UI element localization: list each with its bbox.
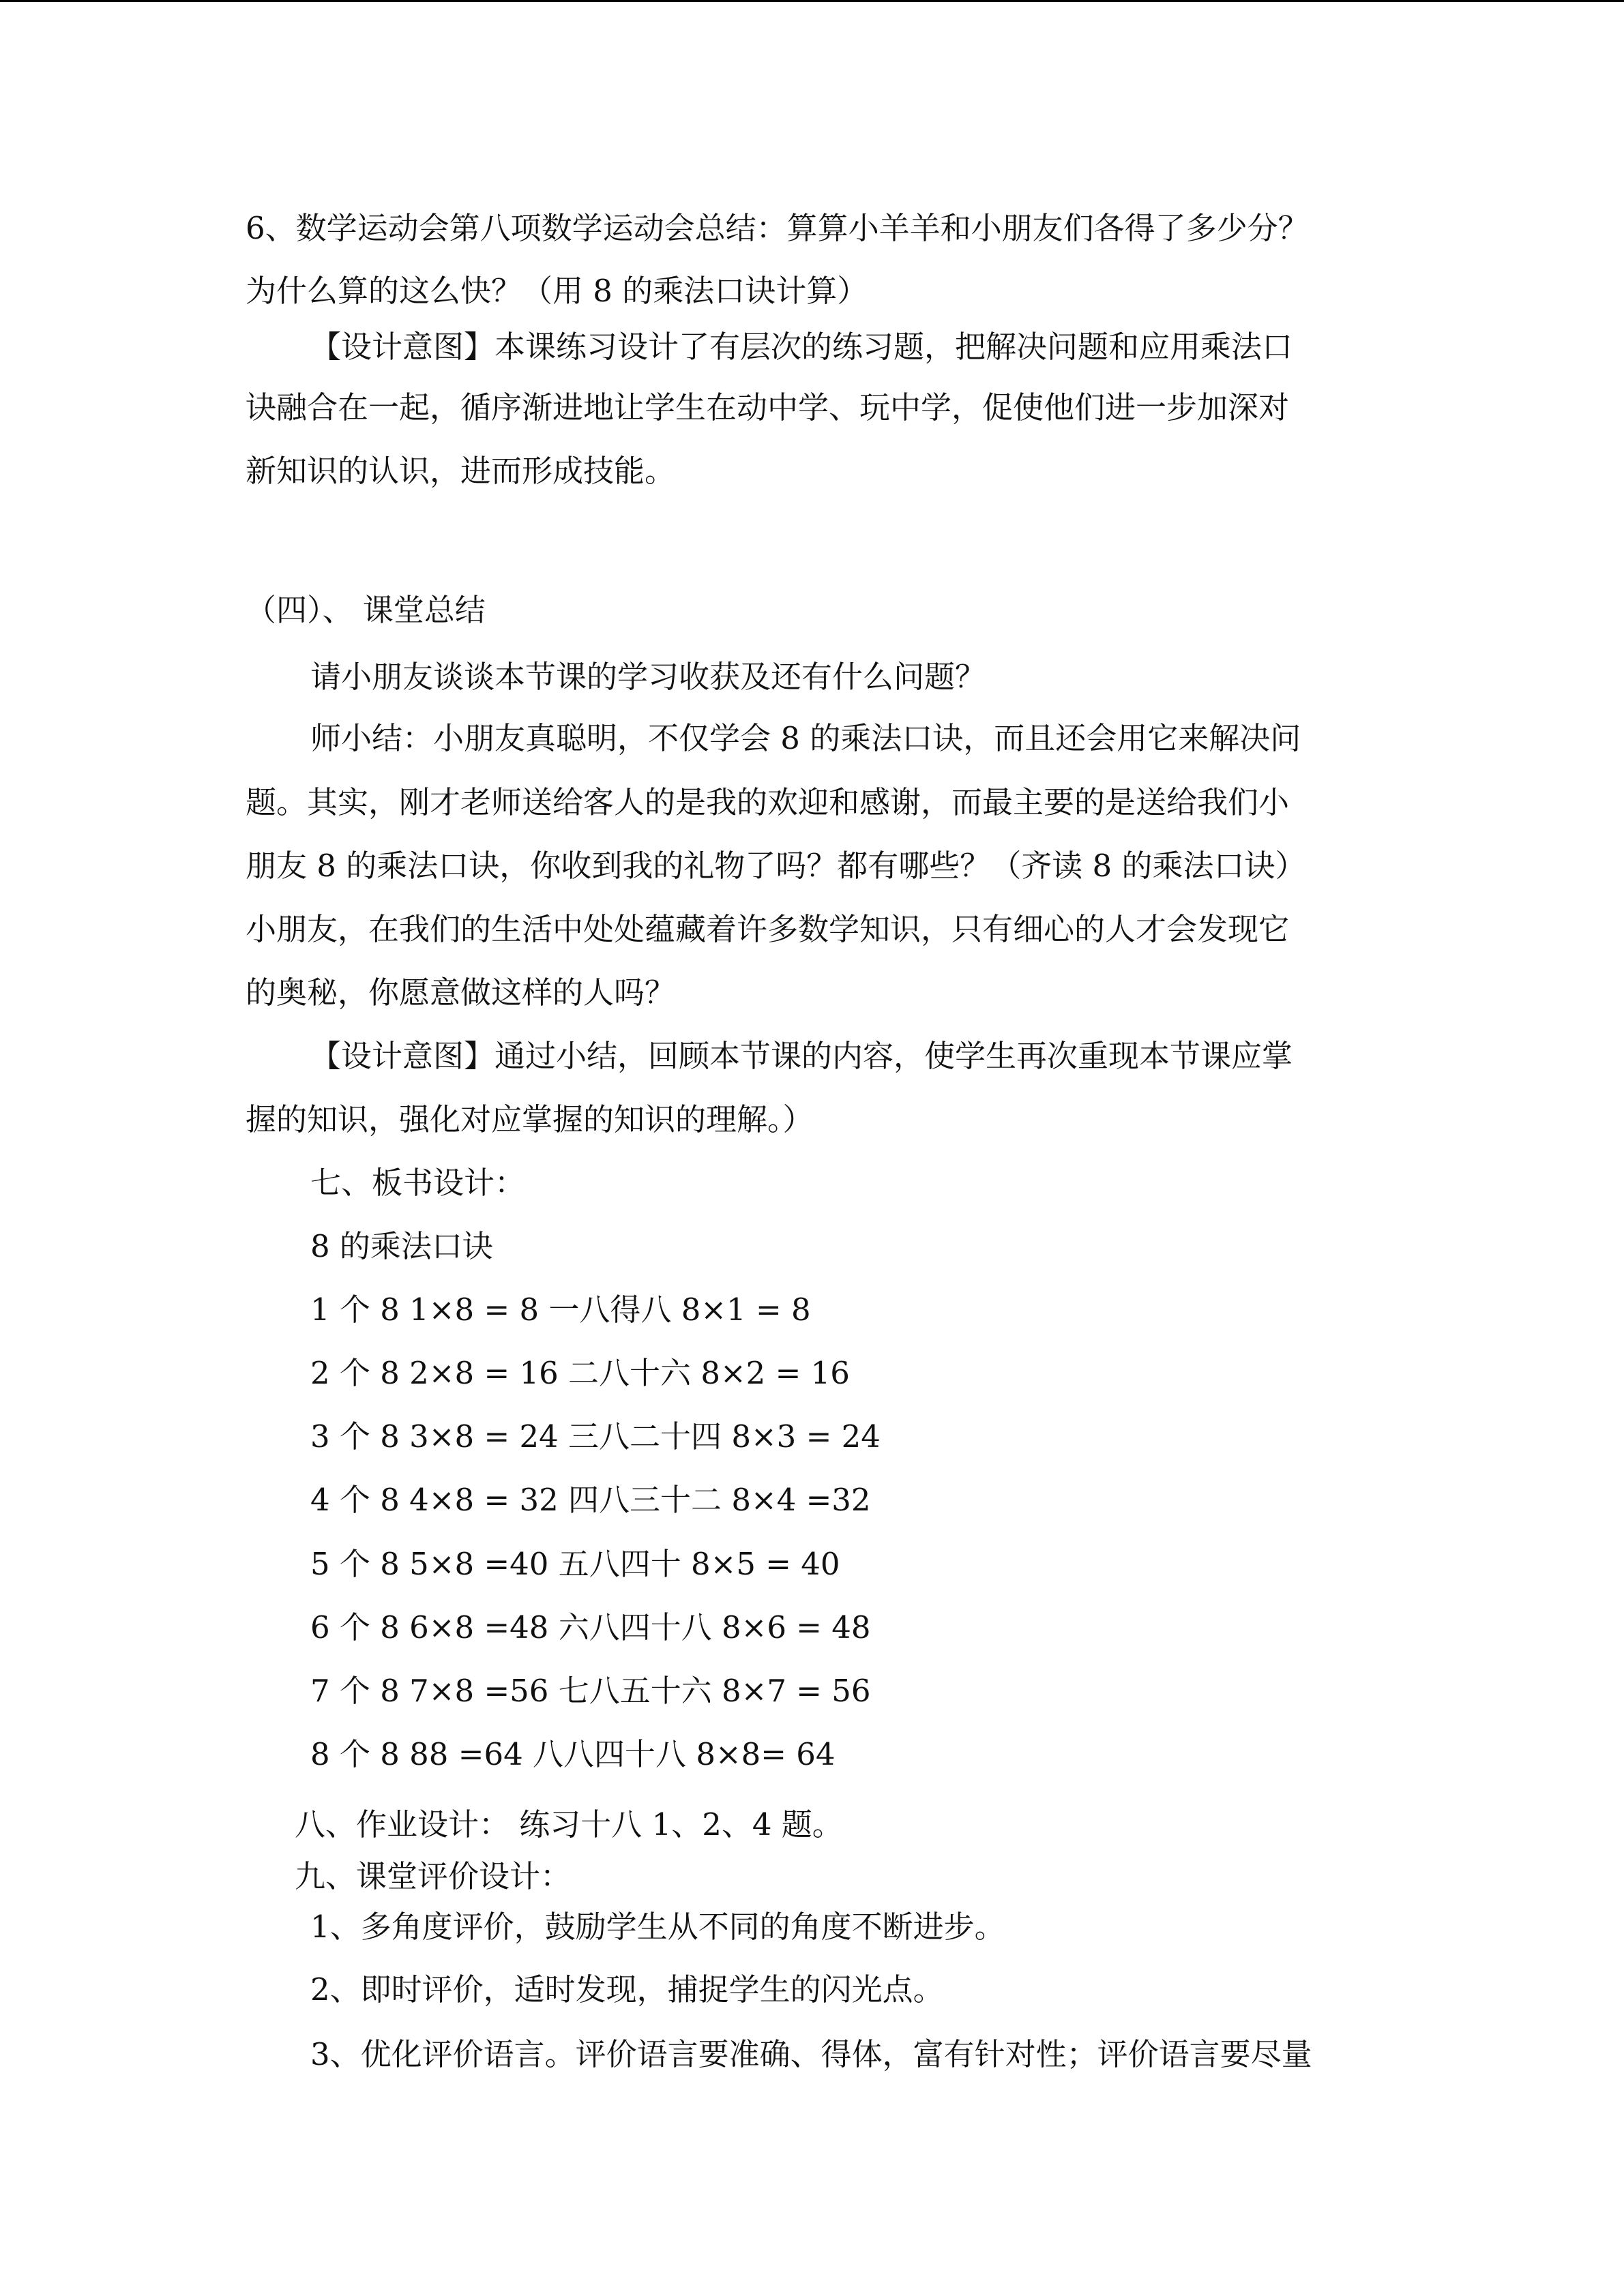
text-line: 师小结：小朋友真聪明，不仅学会 8 的乘法口诀，而且还会用它来解决问 bbox=[310, 720, 1301, 756]
board-row: 2 个 8 2×8 = 16 二八十六 8×2 = 16 bbox=[310, 1355, 850, 1391]
board-row: 6 个 8 6×8 =48 六八四十八 8×6 = 48 bbox=[310, 1609, 871, 1645]
text-line: 【设计意图】通过小结，回顾本节课的内容，使学生再次重现本节课应掌 bbox=[310, 1038, 1293, 1074]
text-line: 朋友 8 的乘法口诀，你收到我的礼物了吗？都有哪些？（齐读 8 的乘法口诀） bbox=[246, 848, 1306, 884]
text-line: 小朋友，在我们的生活中处处蕴藏着许多数学知识，只有细心的人才会发现它 bbox=[246, 911, 1290, 947]
text-line: 诀融合在一起，循序渐进地让学生在动中学、玩中学，促使他们进一步加深对 bbox=[246, 389, 1290, 426]
board-row: 1 个 8 1×8 = 8 一八得八 8×1 = 8 bbox=[310, 1292, 811, 1328]
text-line: 【设计意图】本课练习设计了有层次的练习题，把解决问题和应用乘法口 bbox=[310, 329, 1293, 365]
text-line: 为什么算的这么快？（用 8 的乘法口诀计算） bbox=[246, 273, 868, 309]
board-row: 8 个 8 88 =64 八八四十八 8×8= 64 bbox=[310, 1736, 836, 1772]
board-row: 5 个 8 5×8 =40 五八四十 8×5 = 40 bbox=[310, 1546, 840, 1582]
board-title: 8 的乘法口诀 bbox=[310, 1228, 493, 1264]
list-item: 1、多角度评价，鼓励学生从不同的角度不断进步。 bbox=[310, 1909, 1005, 1945]
text-line: 6、数学运动会第八项数学运动会总结：算算小羊羊和小朋友们各得了多少分？ bbox=[246, 210, 1309, 246]
section-heading: 七、板书设计： bbox=[310, 1165, 526, 1201]
page-top-border bbox=[0, 0, 1624, 2]
board-row: 3 个 8 3×8 = 24 三八二十四 8×3 = 24 bbox=[310, 1418, 881, 1455]
board-row: 4 个 8 4×8 = 32 四八三十二 8×4 =32 bbox=[310, 1482, 871, 1518]
board-row: 7 个 8 7×8 =56 七八五十六 8×7 = 56 bbox=[310, 1673, 871, 1709]
text-line: 的奥秘，你愿意做这样的人吗？ bbox=[246, 974, 676, 1011]
section-heading: 九、课堂评价设计： bbox=[295, 1858, 572, 1894]
text-line: 新知识的认识，进而形成技能。 bbox=[246, 453, 676, 489]
section-heading: （四）、 课堂总结 bbox=[246, 592, 486, 628]
text-line: 题。其实，刚才老师送给客人的是我的欢迎和感谢，而最主要的是送给我们小 bbox=[246, 784, 1290, 820]
text-line: 握的知识，强化对应掌握的知识的理解。） bbox=[246, 1101, 814, 1137]
text-line: 请小朋友谈谈本节课的学习收获及还有什么问题？ bbox=[310, 659, 986, 695]
list-item: 2、即时评价，适时发现，捕捉学生的闪光点。 bbox=[310, 1971, 944, 2008]
section-heading: 八、作业设计： 练习十八 1、2、4 题。 bbox=[295, 1806, 843, 1843]
list-item: 3、优化评价语言。评价语言要准确、得体，富有针对性；评价语言要尽量 bbox=[310, 2036, 1312, 2072]
